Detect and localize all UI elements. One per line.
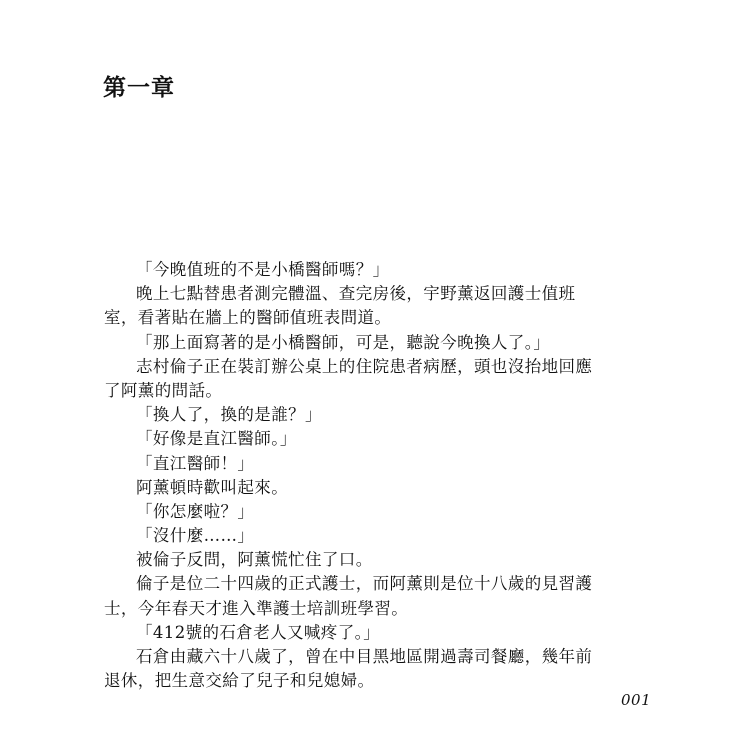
chapter-title: 第一章 [103, 74, 175, 101]
text-line: 志村倫子正在裝訂辦公桌上的住院患者病歷，頭也沒抬地回應 [136, 356, 593, 376]
text-line: 倫子是位二十四歲的正式護士，而阿薰則是位十八歲的見習護 [136, 574, 593, 594]
text-line: 石倉由藏六十八歲了，曾在中目黑地區開過壽司餐廳，幾年前 [136, 647, 593, 666]
text-line: 室，看著貼在牆上的醫師值班表問道。 [104, 308, 392, 328]
text-line: 被倫子反問，阿薰慌忙住了口。 [136, 550, 373, 570]
text-line: 「那上面寫著的是小橋醫師，可是，聽說今晚換人了。」 [136, 332, 551, 352]
text-line: 「直江醫師！」 [136, 453, 255, 473]
text-line: 「好像是直江醫師。」 [136, 429, 297, 449]
body-text [104, 258, 657, 693]
text-line: 「你怎麼啦？」 [136, 501, 255, 521]
text-line: 「沒什麼……」 [136, 526, 255, 546]
text-line: 「今晚值班的不是小橋醫師嗎？」 [136, 260, 390, 279]
text-line: 阿薰頓時歡叫起來。 [136, 477, 289, 497]
text-line: 退休，把生意交給了兒子和兒媳婦。 [104, 671, 375, 691]
text-line: 士，今年春天才進入準護士培訓班學習。 [104, 598, 409, 618]
text-line: 「換人了，換的是誰？」 [136, 405, 322, 425]
text-line: 晚上七點替患者測完體溫、查完房後，宇野薰返回護士值班 [136, 284, 576, 304]
text-line: 「412號的石倉老人又喊疼了。」 [136, 622, 381, 642]
page-number: 001 [621, 691, 652, 709]
text-line: 了阿薰的問話。 [104, 380, 223, 400]
